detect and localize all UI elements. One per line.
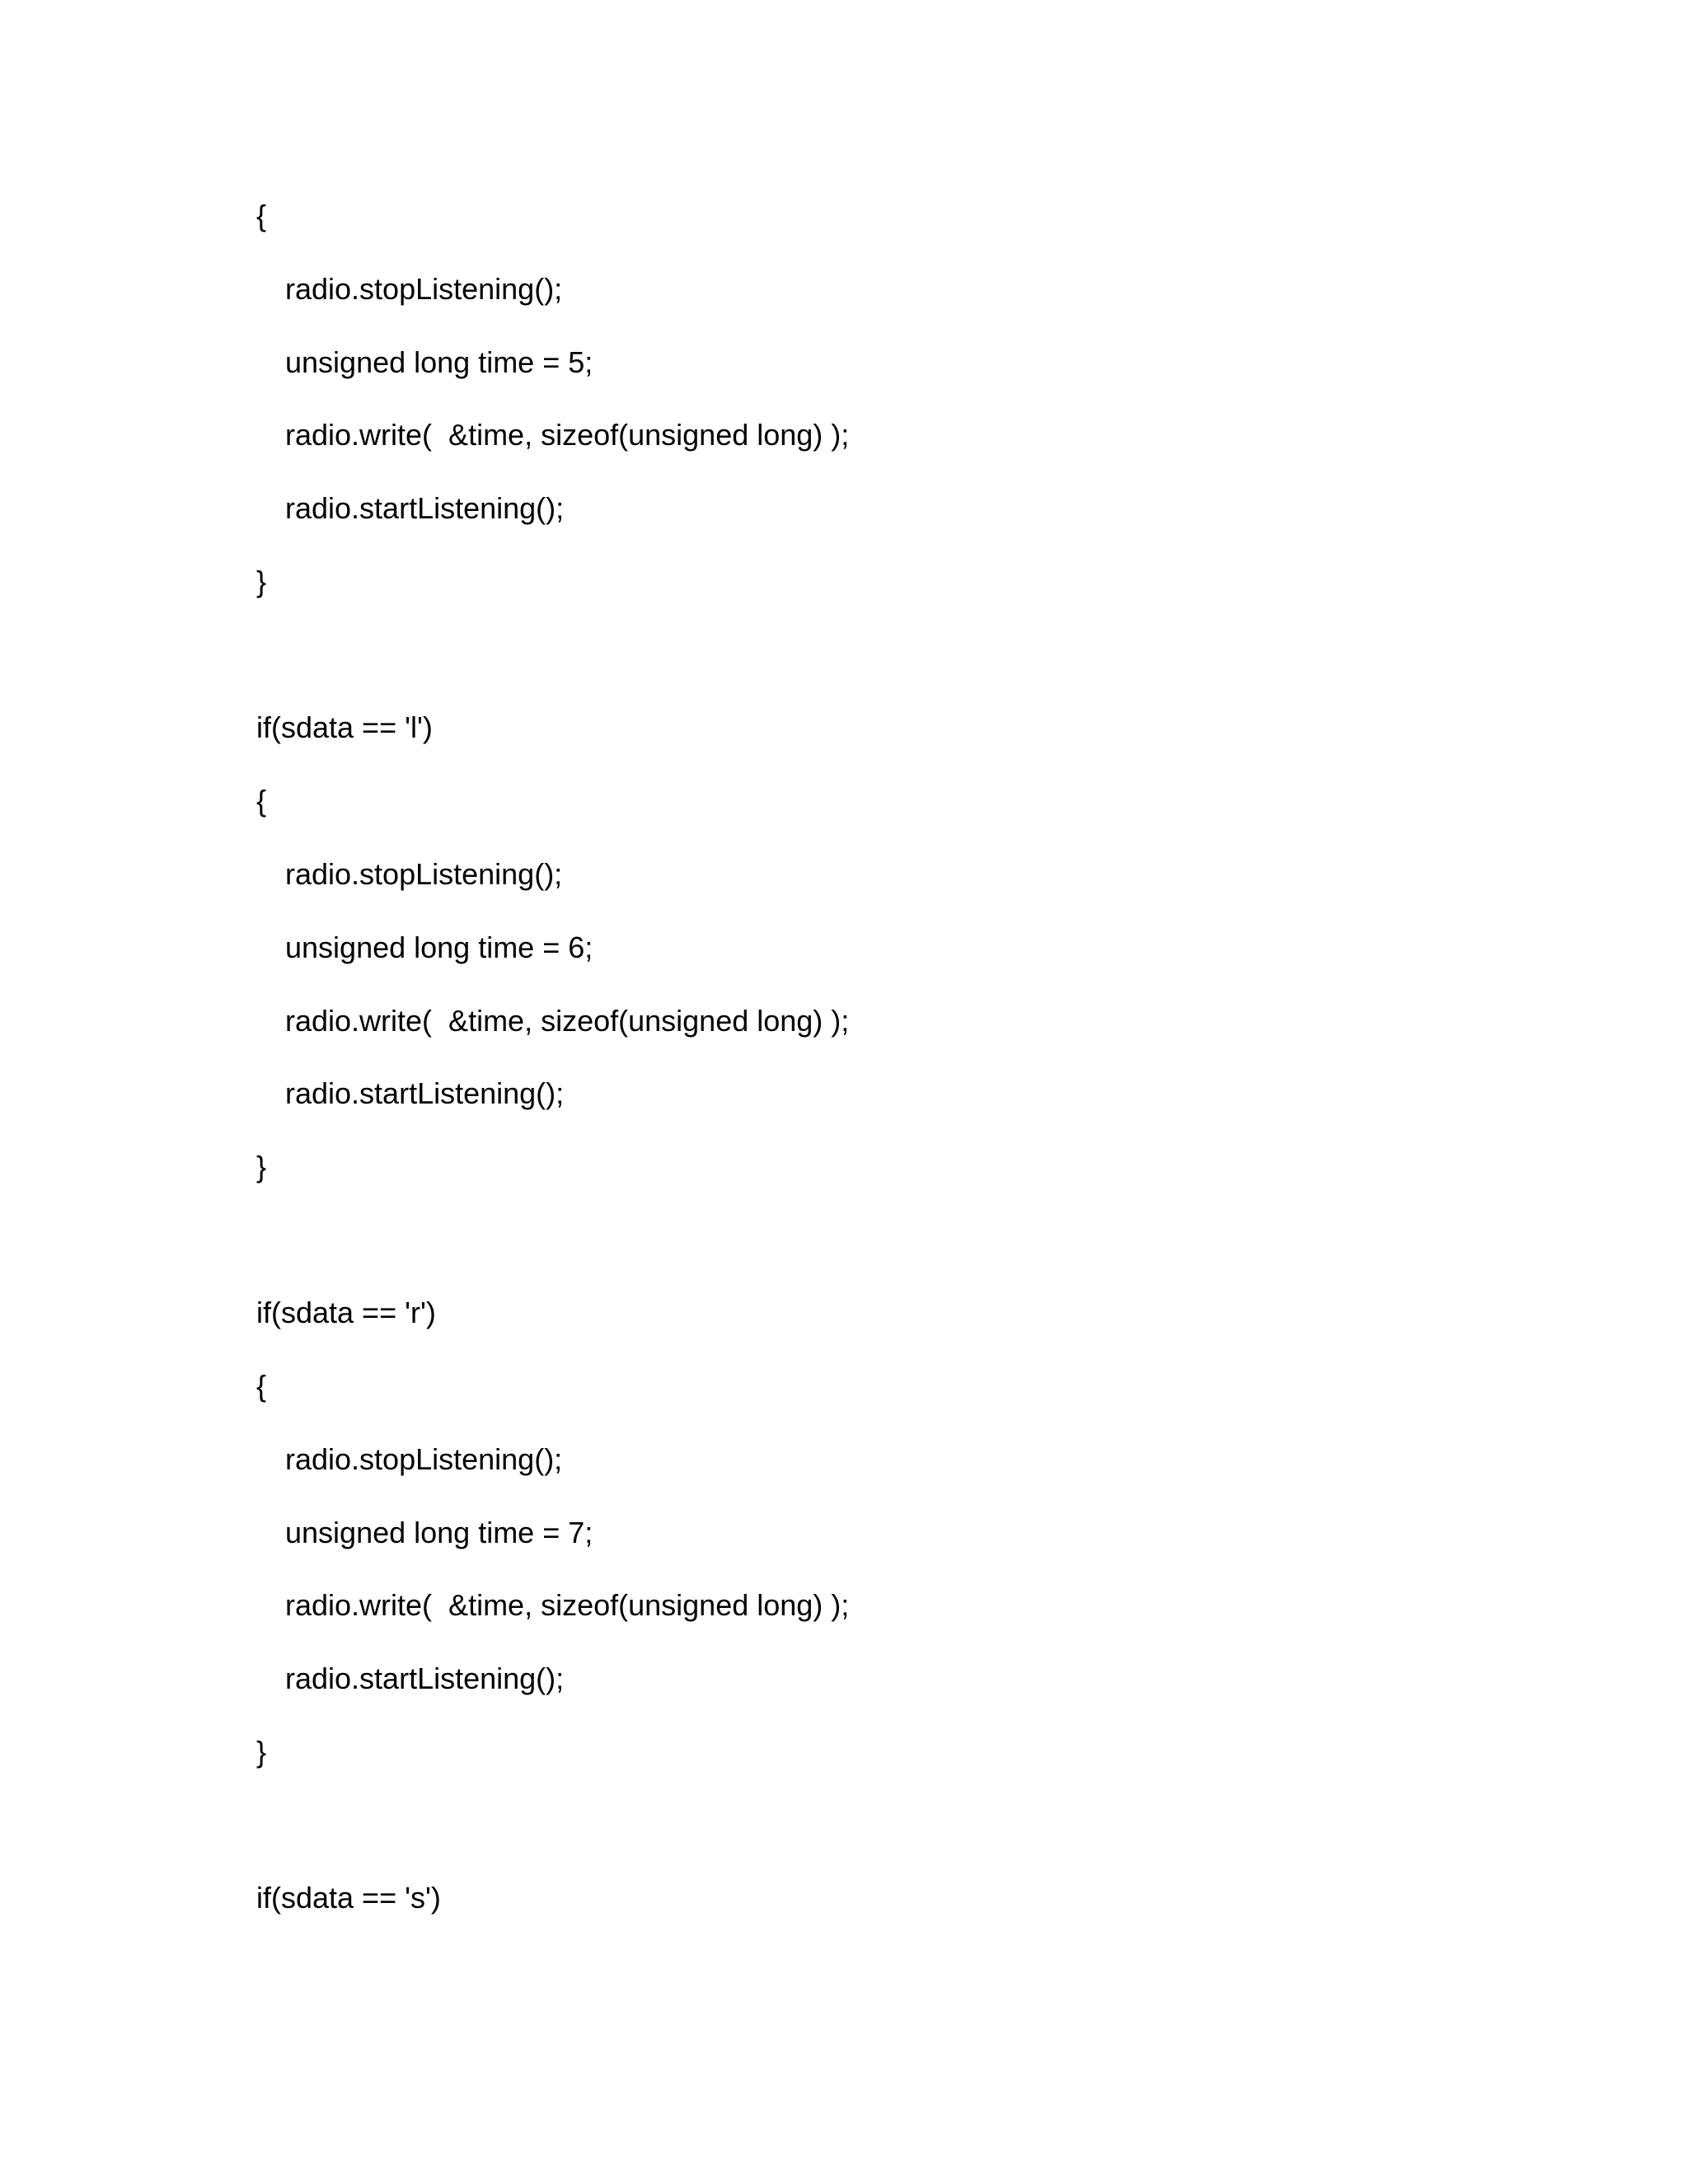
code-line: radio.write( &time, sizeof(unsigned long) ); bbox=[285, 1004, 850, 1038]
code-line: radio.startListening(); bbox=[285, 1661, 565, 1695]
code-line: radio.startListening(); bbox=[285, 1076, 565, 1110]
code-line: radio.write( &time, sizeof(unsigned long) ); bbox=[285, 418, 850, 452]
code-line: { bbox=[256, 1369, 267, 1403]
code-line: } bbox=[256, 565, 267, 598]
code-line: if(sdata == 's') bbox=[256, 1881, 441, 1915]
code-line: radio.stopListening(); bbox=[285, 272, 563, 306]
code-line: radio.write( &time, sizeof(unsigned long) ); bbox=[285, 1588, 850, 1622]
code-line: } bbox=[256, 1150, 267, 1183]
code-line: unsigned long time = 5; bbox=[285, 345, 593, 379]
code-line: if(sdata == 'l') bbox=[256, 710, 433, 744]
code-line: unsigned long time = 7; bbox=[285, 1516, 593, 1549]
code-line: { bbox=[256, 784, 267, 818]
code-line: radio.stopListening(); bbox=[285, 857, 563, 891]
code-line: { bbox=[256, 199, 267, 232]
code-line: radio.stopListening(); bbox=[285, 1442, 563, 1476]
code-line: radio.startListening(); bbox=[285, 491, 565, 525]
code-line: unsigned long time = 6; bbox=[285, 930, 593, 964]
code-line: } bbox=[256, 1735, 267, 1769]
code-line: if(sdata == 'r') bbox=[256, 1296, 436, 1329]
